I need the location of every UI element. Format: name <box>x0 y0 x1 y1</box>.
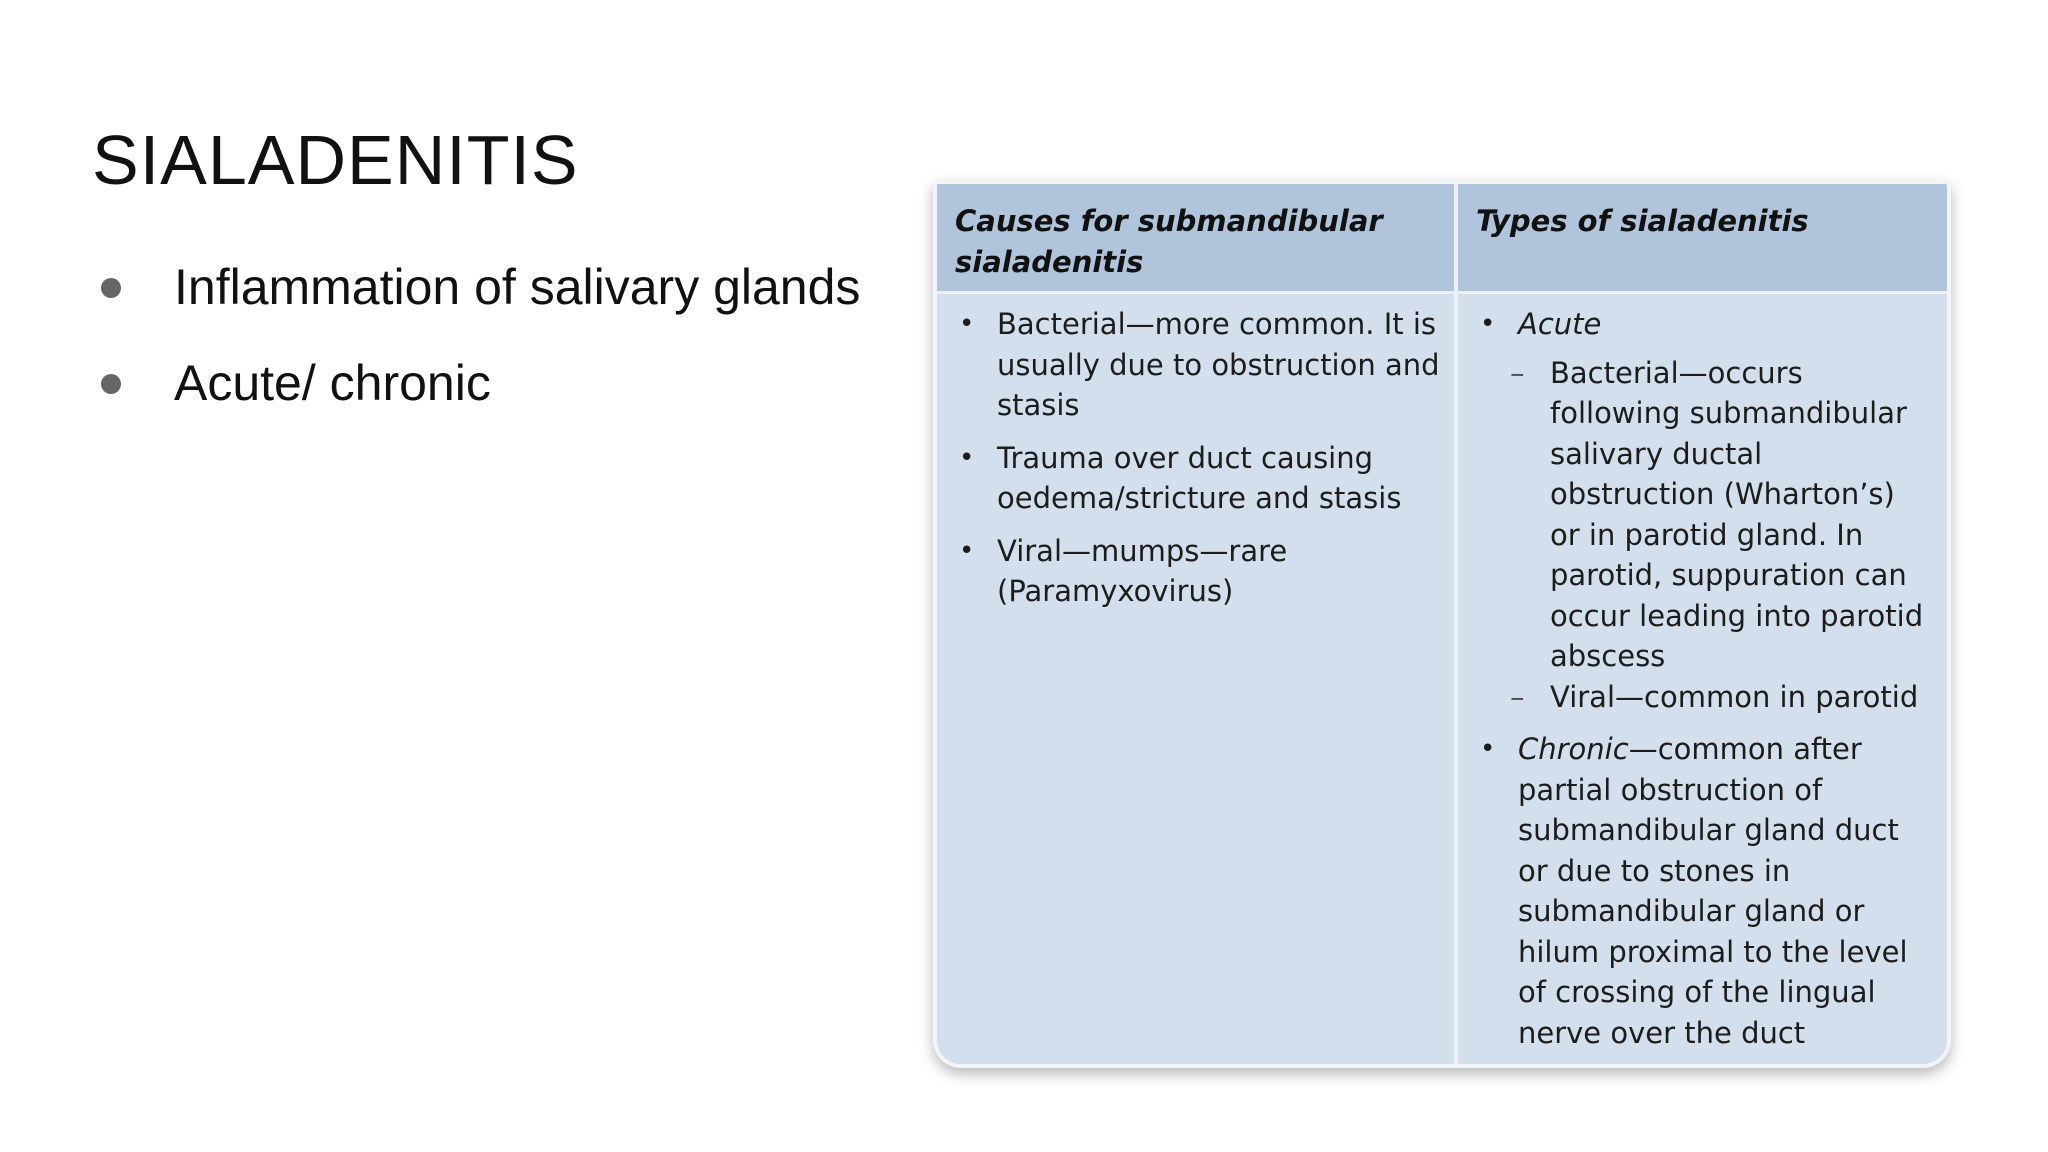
bullet-icon: • <box>959 535 975 566</box>
header-types: Types of sialadenitis <box>1456 184 1947 293</box>
bullet-icon: • <box>1480 309 1496 339</box>
acute-sub-item: – Viral—common in parotid <box>1510 677 1933 718</box>
bullet-item <box>92 258 860 316</box>
bullet-dot-icon <box>101 278 121 298</box>
bullet-list <box>92 258 860 450</box>
slide-title: SIALADENITIS <box>92 121 579 199</box>
types-cell <box>1456 293 1947 1066</box>
cause-item: • Trauma over duct causing oedema/stricture and stasis <box>955 438 1440 519</box>
type-item-chronic <box>1476 729 1933 1053</box>
cause-item: • Viral—mumps—rare (Paramyxovirus) <box>955 531 1440 612</box>
header-causes: Causes for submandibular sialadenitis <box>937 184 1456 293</box>
dash-icon: – <box>1510 679 1525 714</box>
bullet-icon: • <box>959 442 975 473</box>
bullet-icon: • <box>1480 734 1496 764</box>
type-item-acute <box>1476 304 1933 717</box>
bullet-icon: • <box>959 309 975 339</box>
bullet-dot-icon <box>101 374 121 394</box>
acute-sub-item: – Bacterial—occurs following submandibular salivary ductal obstruction (Wharton’s) or in parotid gland. In parotid, suppuration can occur leading into parotid abscess <box>1510 353 1933 677</box>
bullet-text: Inflammation of salivary glands <box>174 259 861 315</box>
bullet-text: Acute/ chronic <box>174 355 491 411</box>
dash-icon: – <box>1510 355 1525 390</box>
acute-label: Acute <box>1518 307 1602 341</box>
chronic-text: —common after partial obstruction of submandibular gland duct or due to stones in submandibular gland or hilum proximal to the level of crossing of the lingual nerve over the duct <box>1518 732 1908 1050</box>
chronic-label: Chronic <box>1518 732 1629 766</box>
cause-item: • Bacterial—more common. It is usually due to obstruction and stasis <box>955 304 1440 426</box>
causes-cell <box>937 293 1456 1066</box>
sialadenitis-table <box>933 180 1951 1068</box>
bullet-item <box>92 354 860 412</box>
